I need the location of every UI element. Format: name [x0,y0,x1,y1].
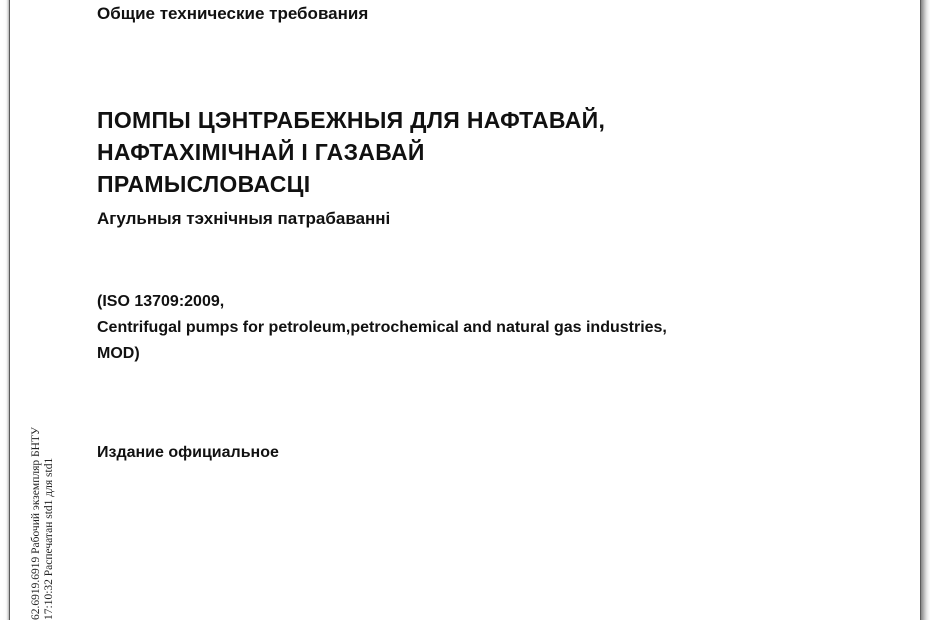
ru-subtitle: Общие технические требования [97,4,369,23]
document-page [9,0,921,620]
iso-line-3: MOD) [97,345,140,362]
stamp-line-1: 62.6919.6919 Рабочий экземпляр БНТУ [30,426,42,620]
by-subtitle: Агульныя тэхнічныя патрабаванні [97,209,391,228]
print-stamp [30,427,56,620]
by-title-line-3: ПРАМЫСЛОВАСЦІ [97,171,311,197]
by-title-line-2: НАФТАХІМІЧНАЙ І ГАЗАВАЙ [97,139,425,165]
stamp-line-2: 17:10:32 Распечатан std1 для std1 [43,457,55,620]
edition-label: Издание официальное [97,444,279,461]
iso-line-2: Centrifugal pumps for petroleum,petrochemical and natural gas industries, [97,319,667,336]
by-title [97,104,605,200]
iso-line-1: (ISO 13709:2009, [97,293,225,310]
by-title-line-1: ПОМПЫ ЦЭНТРАБЕЖНЫЯ ДЛЯ НАФТАВАЙ, [97,107,606,133]
iso-reference [97,289,667,367]
